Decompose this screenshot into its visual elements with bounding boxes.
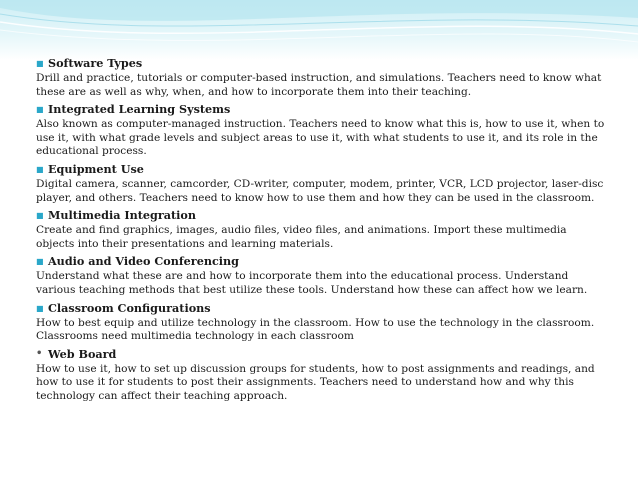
section-body: Digital camera, scanner, camcorder, CD-writer, computer, modem, printer, VCR, LCD projector, laser-disc player, and others. Teachers need to know how to use them and how they can be used in the classroom. (36, 177, 604, 204)
section-body: Create and find graphics, images, audio files, video files, and animations. Import these multimedia objects into their presentations and learning materials. (36, 224, 567, 250)
section-heading (36, 346, 608, 363)
wave-decoration (0, 0, 638, 60)
bullet-icon: ■ (36, 256, 44, 267)
section-body: Drill and practice, tutorials or computer-based instruction, and simulations. Teachers need to know what these are as well as why, when, and how to incorporate them into their teaching. (36, 72, 602, 98)
bullet-icon: ■ (36, 302, 44, 313)
bullet-icon: ■ (36, 58, 44, 68)
section-software-types (36, 55, 608, 99)
section-audio-video-conferencing (36, 253, 608, 297)
heading-text: Classroom Configurations (48, 300, 211, 315)
heading-text: Audio and Video Conferencing (48, 254, 239, 269)
heading-text: Equipment Use (48, 161, 144, 176)
section-multimedia-integration (36, 207, 608, 251)
section-heading (36, 55, 608, 72)
bullet-icon: ■ (36, 104, 44, 115)
bullet-dot-icon: • (36, 347, 43, 359)
section-integrated-learning-systems (36, 101, 608, 159)
heading-text: Web Board (48, 346, 117, 361)
heading-text: Multimedia Integration (48, 208, 196, 223)
section-body: Understand what these are and how to incorporate them into the educational process. Understand various teaching methods that best utilize these tools. Understand how these can affect how we learn. (36, 270, 588, 296)
section-heading (36, 207, 608, 224)
bullet-icon: ■ (36, 210, 44, 221)
section-heading (36, 161, 608, 178)
section-web-board (36, 346, 608, 404)
heading-text: Software Types (48, 56, 143, 70)
slide-content (36, 55, 608, 406)
section-classroom-configurations (36, 300, 608, 344)
heading-text: Integrated Learning Systems (48, 102, 231, 117)
section-heading (36, 101, 608, 118)
header-banner (0, 0, 638, 60)
section-heading (36, 300, 608, 317)
section-heading (36, 253, 608, 270)
section-body: Also known as computer-managed instruction. Teachers need to know what this is, how to use it, when to use it, with what grade levels and subject areas to use it, with what students to use it, and its role in the educational process. (36, 118, 605, 158)
section-body: How to use it, how to set up discussion groups for students, how to post assignments and readings, and how to use it for students to post their assignments. Teachers need to understand how and why this technology can affect their teaching approach. (36, 362, 595, 402)
section-body: How to best equip and utilize technology in the classroom. How to use the technology in the classroom. Classrooms need multimedia technology in each classroom (36, 316, 595, 343)
bullet-icon: ■ (36, 163, 44, 174)
section-equipment-use (36, 161, 608, 205)
